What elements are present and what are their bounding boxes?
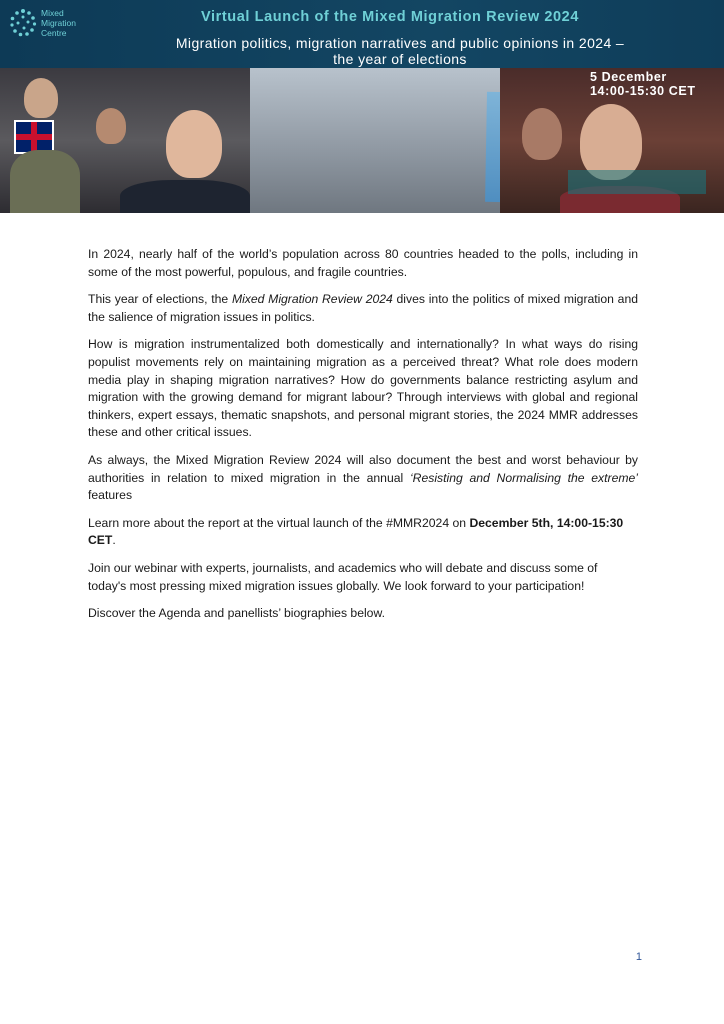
paragraph-intro: In 2024, nearly half of the world’s population across 80 countries headed to the polls, including in some of the most powerful, populous, and fragile countries. <box>88 247 638 279</box>
p4-text-after: features <box>88 488 133 503</box>
mixed-migration-centre-logo <box>8 6 98 40</box>
politician-face <box>166 110 222 178</box>
banner-subtitle-line-1: Migration politics, migration narratives and public opinions in 2024 – <box>175 35 625 51</box>
event-date <box>590 70 720 98</box>
event-date-day: 5 December <box>590 70 667 84</box>
photo-left-crowd <box>0 68 250 213</box>
logo-line-1: Mixed <box>41 8 64 18</box>
banner-subtitle <box>110 35 690 67</box>
photo-center-rally <box>250 68 500 213</box>
p5-launch-date: December 5th, 14:00-15:30 CET <box>88 515 624 548</box>
smiling-woman-face <box>580 104 642 180</box>
p4-feature-title: ‘Resisting and Normalising the extreme’ <box>409 470 638 485</box>
p2-text-before: This year of elections, the <box>88 292 232 307</box>
event-date-time: 14:00-15:30 CET <box>590 84 696 98</box>
document-body <box>88 246 638 633</box>
crowd-person-face <box>24 78 58 118</box>
event-banner <box>0 0 724 213</box>
logo-wordmark <box>41 8 101 38</box>
p2-text-after: dives into the politics of mixed migration and the salience of migration issues in politics. <box>88 292 638 324</box>
paragraph-agenda: Discover the Agenda and panellists’ biographies below. <box>88 606 385 621</box>
p4-text-before: As always, the Mixed Migration Review 2024 will also document the best and worst behaviour by authorities in relation to mixed migration in the annual <box>88 452 638 485</box>
crowd-woman-face <box>522 108 562 160</box>
p2-report-title: Mixed Migration Review 2024 <box>231 292 393 307</box>
page-number: 1 <box>635 951 642 963</box>
paragraph-launch <box>88 515 638 550</box>
logo-line-3: Centre <box>41 28 67 38</box>
p5-text-after: . <box>112 533 116 548</box>
background-person-face <box>96 108 126 144</box>
crowd-person-body <box>10 150 80 213</box>
banner-title: Virtual Launch of the Mixed Migration Review 2024 <box>200 9 579 25</box>
paragraph-behaviour <box>88 452 638 505</box>
paragraph-mmr <box>88 291 638 326</box>
paragraph-questions: How is migration instrumentalized both domestically and internationally? In what ways do rising populist movements rely on maintaining migration as a perceived threat? What role does modern media play in shaping migration narratives? How do governments balance restricting asylum and migration with the growing demand for migrant labour? Through interviews with global and regional thinkers, expert essays, thematic snapshots, and personal migrant stories, the 2024 MMR addresses these and other critical issues. <box>88 337 638 440</box>
banner-subtitle-line-2: the year of elections <box>333 51 467 67</box>
paragraph-webinar: Join our webinar with experts, journalists, and academics who will debate and discuss some of today's most pressing mixed migration issues globally. We look forward to your participation! <box>88 560 598 593</box>
logo-circle-icon <box>8 8 38 38</box>
union-jack-flag-icon <box>14 120 54 154</box>
logo-line-2: Migration <box>41 18 76 28</box>
p5-text-before: Learn more about the report at the virtual launch of the #MMR2024 on <box>88 515 470 530</box>
date-highlight-box <box>568 170 706 194</box>
politician-suit <box>120 180 250 213</box>
